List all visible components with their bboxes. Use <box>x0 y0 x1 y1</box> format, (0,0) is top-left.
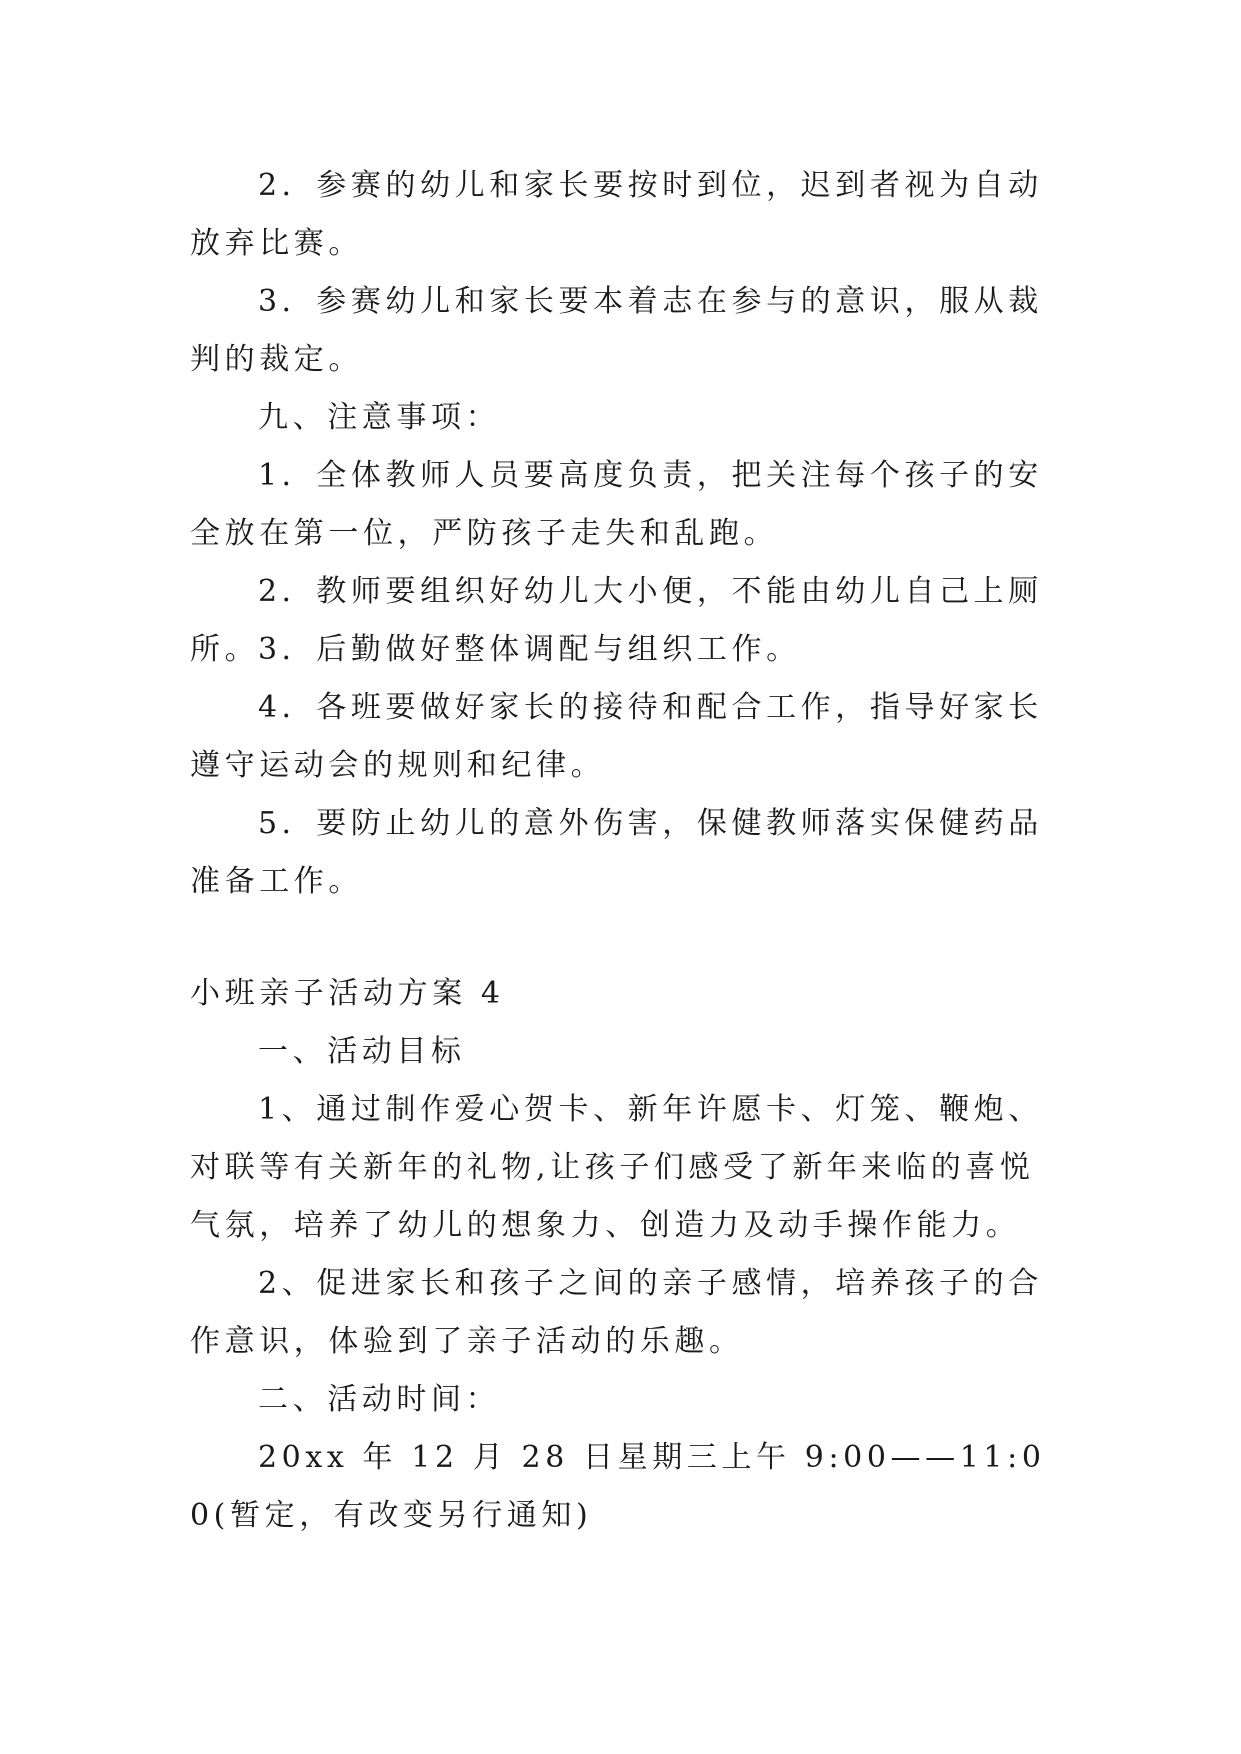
section-heading-goals: 一、活动目标 <box>258 1034 466 1069</box>
paragraph-note-4: 4．各班要做好家长的接待和配合工作，指导好家长遵守运动会的规则和纪律。 <box>190 690 1043 783</box>
paragraph-rule-2: 2．参赛的幼儿和家长要按时到位，迟到者视为自动放弃比赛。 <box>190 168 1043 261</box>
paragraph-note-5: 5．要防止幼儿的意外伤害，保健教师落实保健药品准备工作。 <box>190 806 1043 899</box>
paragraph-note-3: 3．后勤做好整体调配与组织工作。 <box>258 632 801 667</box>
section-heading-notes: 九、注意事项： <box>258 400 501 435</box>
section-heading-time: 二、活动时间： <box>258 1382 501 1417</box>
paragraph-goal-2: 2、促进家长和孩子之间的亲子感情，培养孩子的合作意识，体验到了亲子活动的乐趣。 <box>190 1266 1043 1359</box>
paragraph-time: 20xx 年 12 月 28 日星期三上午 9:00——11:00(暂定，有改变另行通知) <box>190 1440 1046 1533</box>
paragraph-goal-1: 1、通过制作爱心贺卡、新年许愿卡、灯笼、鞭炮、对联等有关新年的礼物,让孩子们感受了新年来临的喜悦气氛，培养了幼儿的想象力、创造力及动手操作能力。 <box>190 1092 1043 1243</box>
paragraph-rule-3: 3．参赛幼儿和家长要本着志在参与的意识，服从裁判的裁定。 <box>190 284 1043 377</box>
document-title: 小班亲子活动方案 4 <box>190 976 505 1011</box>
paragraph-note-2: 2．教师要组织好幼儿大小便，不能由幼儿自己上厕所。 <box>190 574 1043 667</box>
paragraph-note-1: 1．全体教师人员要高度负责，把关注每个孩子的安全放在第一位，严防孩子走失和乱跑。 <box>190 458 1043 551</box>
